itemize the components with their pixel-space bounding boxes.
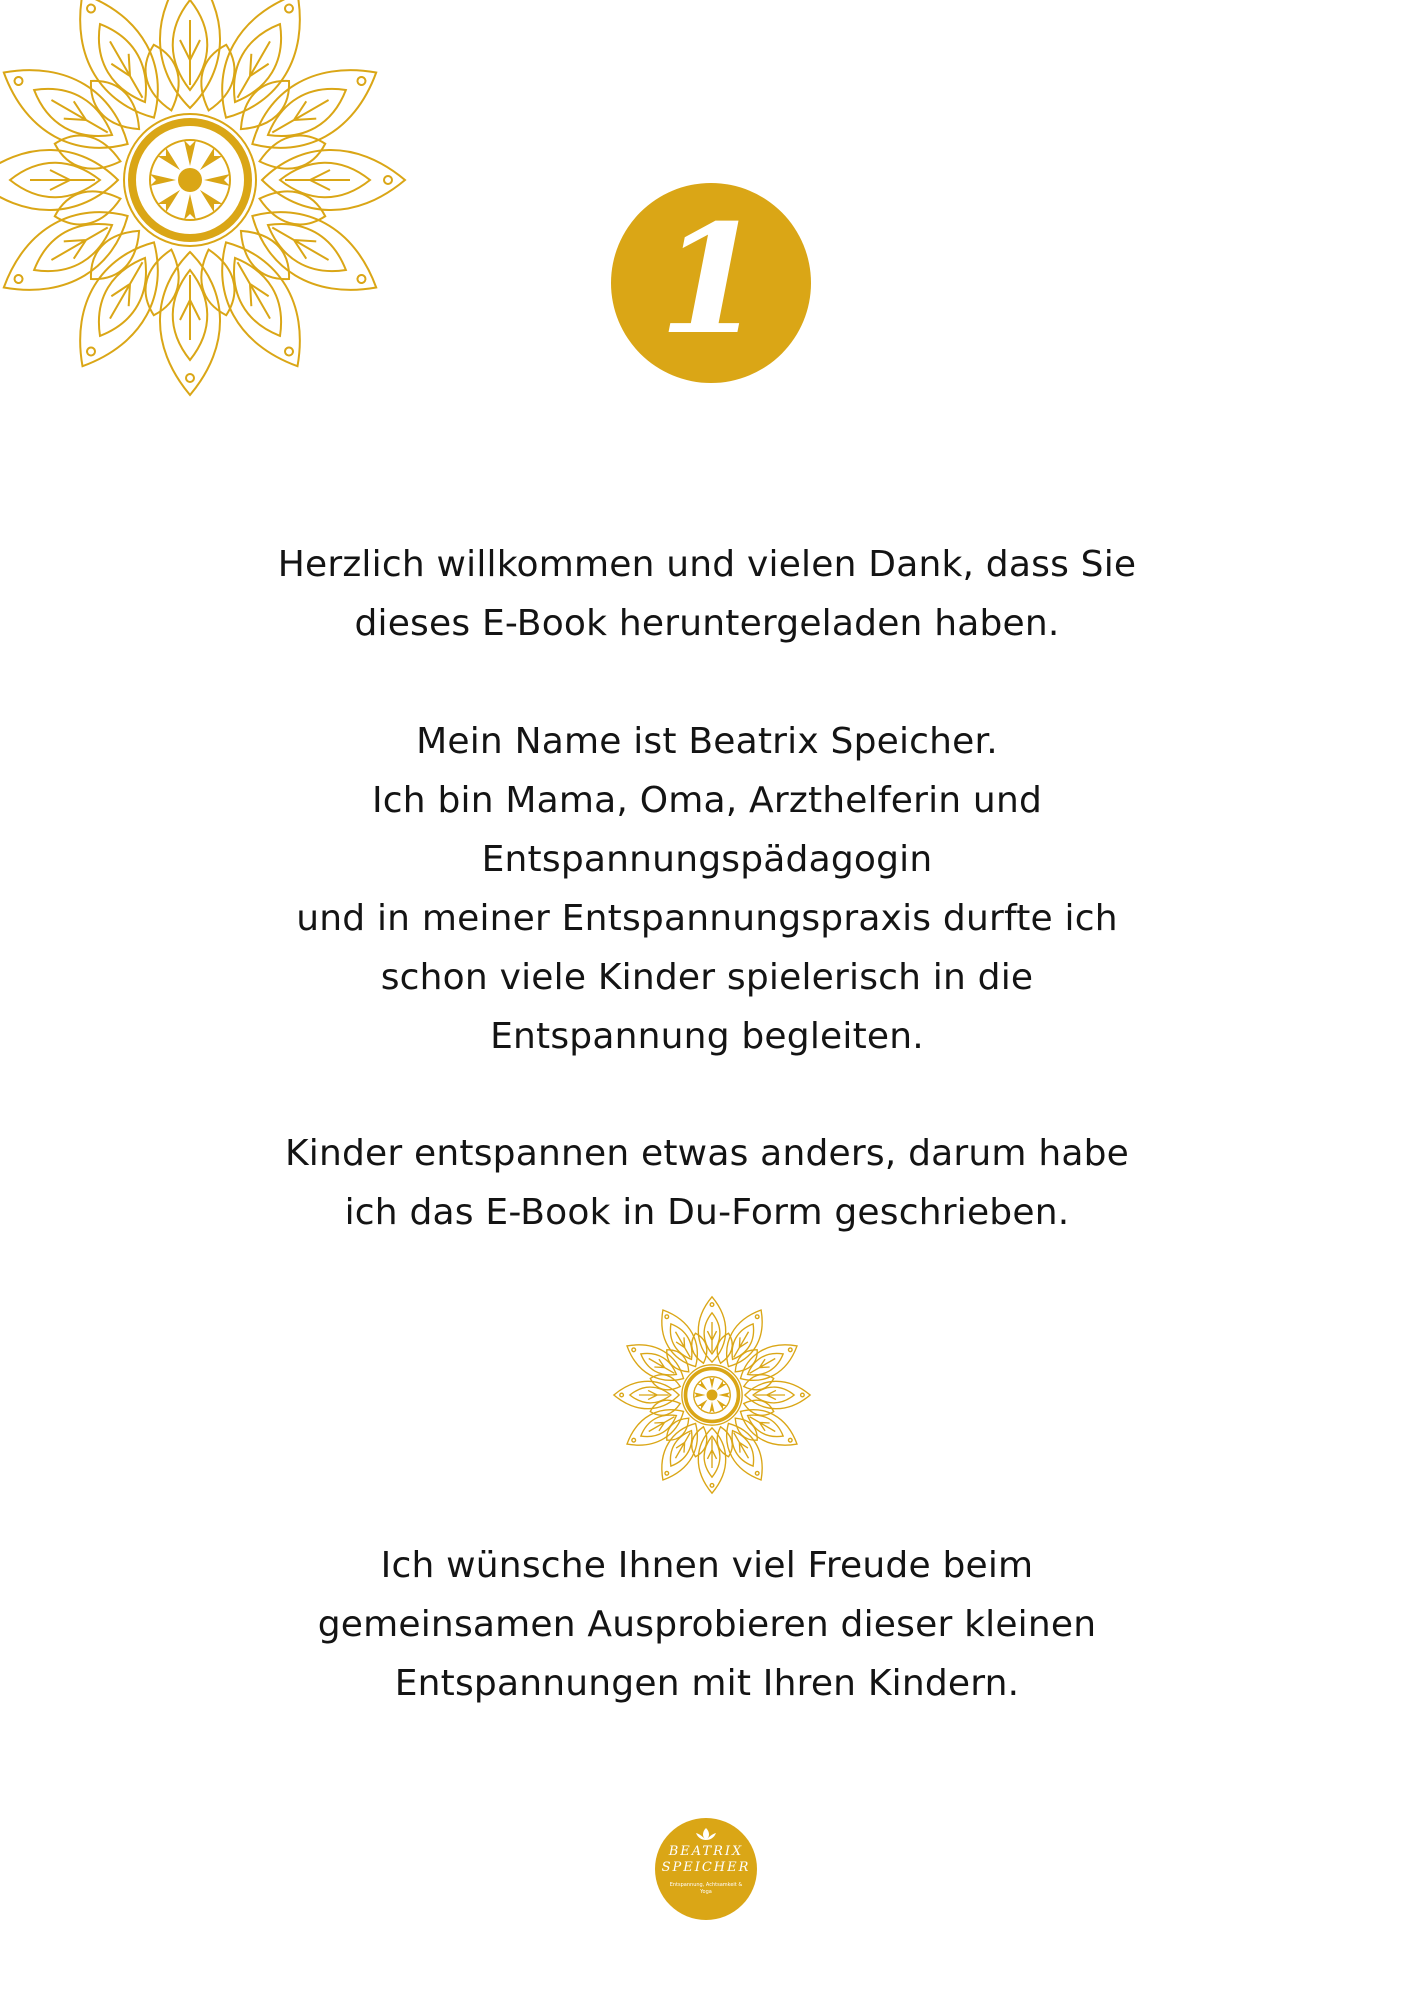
text-line: Herzlich willkommen und vielen Dank, dass Sie: [277, 544, 1137, 585]
text-line: dieses E-Book heruntergeladen haben.: [354, 603, 1060, 644]
logo-name-last: SPEICHER: [661, 1860, 751, 1875]
text-line: und in meiner Entspannungspraxis durfte ich: [296, 898, 1118, 939]
text-line: Entspannungen mit Ihren Kindern.: [394, 1663, 1020, 1704]
text-line: Ich bin Mama, Oma, Arzthelferin und: [371, 780, 1043, 821]
brand-logo: [655, 1818, 757, 1920]
corner-mandala-ornament: [0, 0, 420, 410]
welcome-paragraph: [0, 535, 1414, 653]
text-line: gemeinsamen Ausprobieren dieser kleinen: [317, 1604, 1097, 1645]
chapter-number: 1: [658, 192, 764, 368]
closing-paragraph: [0, 1536, 1414, 1713]
text-line: Mein Name ist Beatrix Speicher.: [416, 721, 998, 762]
about-paragraph: [0, 712, 1414, 1066]
text-line: schon viele Kinder spielerisch in die: [380, 957, 1034, 998]
chapter-number-badge: [611, 183, 811, 383]
text-line: Entspannungspädagogin: [481, 839, 933, 880]
middle-mandala-ornament: [607, 1290, 817, 1500]
lotus-icon: [695, 1827, 717, 1841]
text-line: ich das E-Book in Du-Form geschrieben.: [344, 1192, 1070, 1233]
text-line: Kinder entspannen etwas anders, darum habe: [284, 1133, 1130, 1174]
text-line: Entspannung begleiten.: [490, 1016, 924, 1057]
logo-tagline: Entspannung, Achtsamkeit & Yoga: [669, 1882, 743, 1895]
logo-name-first: BEATRIX: [668, 1844, 744, 1859]
du-form-paragraph: [0, 1124, 1414, 1242]
text-line: Ich wünsche Ihnen viel Freude beim: [380, 1545, 1034, 1586]
